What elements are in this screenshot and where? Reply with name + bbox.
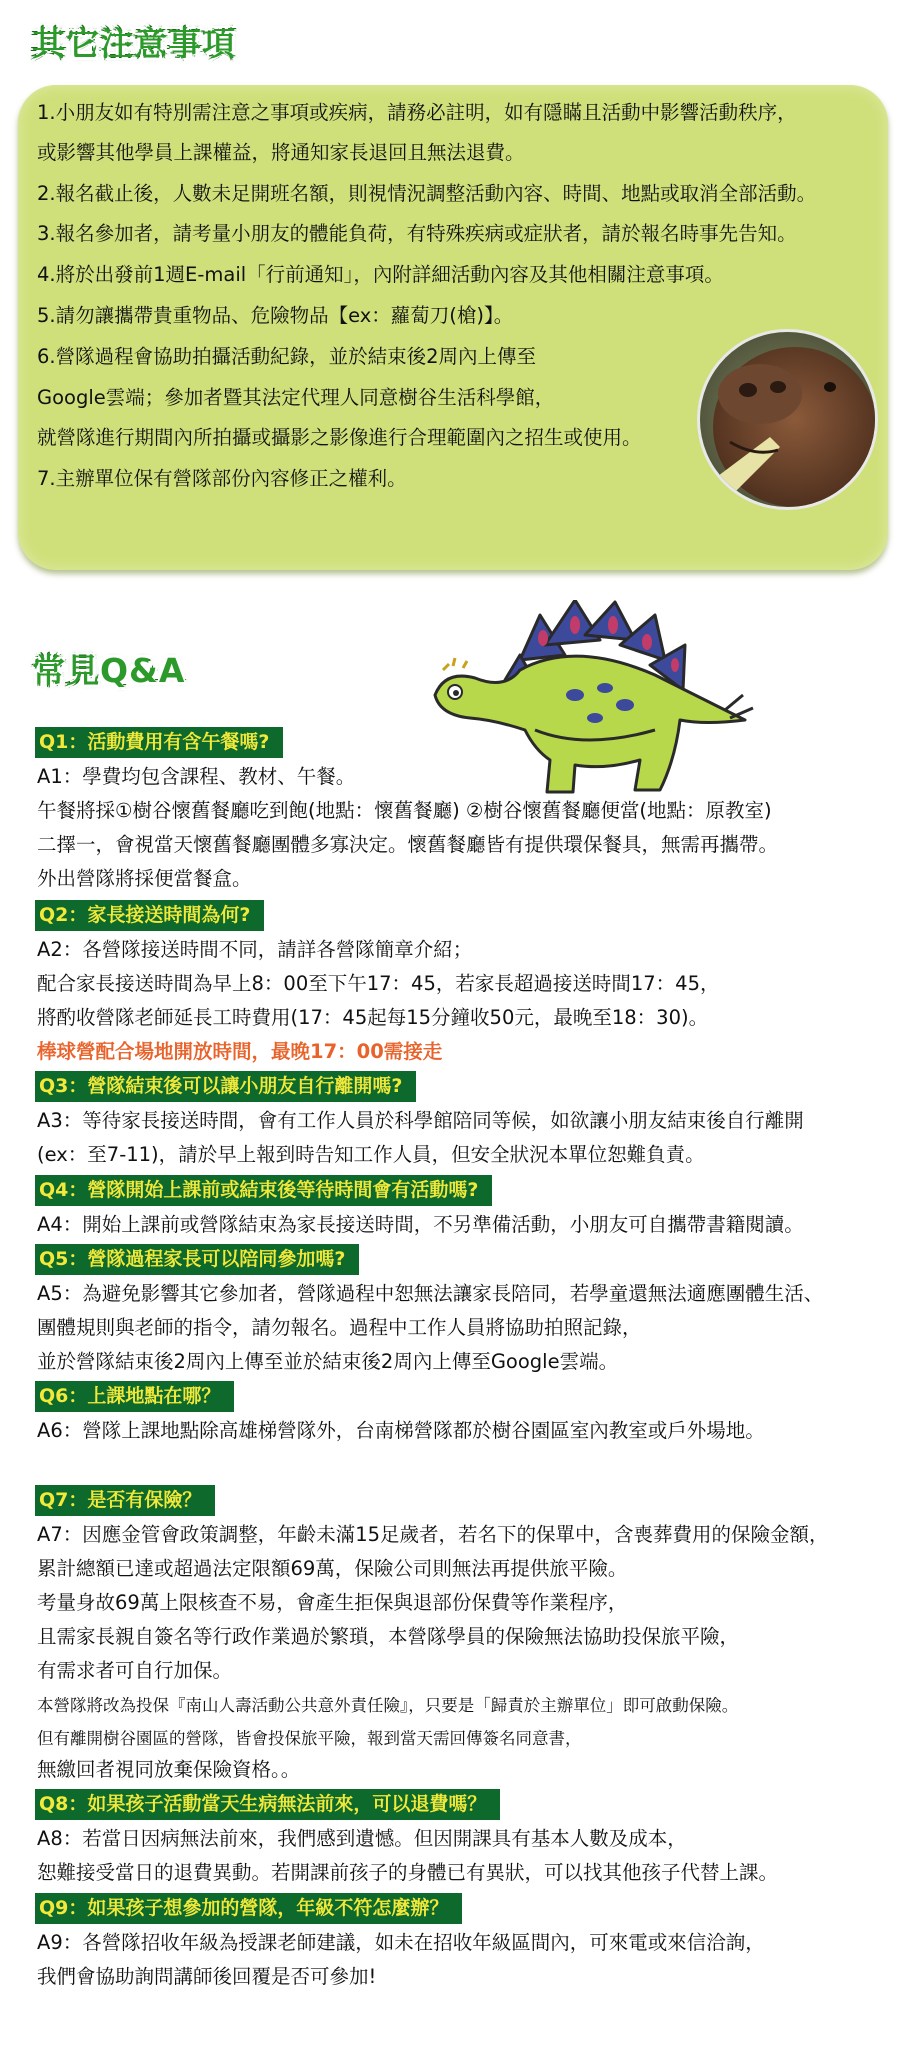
answer-7-small-1: 本營隊將改為投保『南山人壽活動公共意外責任險』，只要是「歸責於主辦單位」即可啟動保險。 bbox=[37, 1696, 739, 1715]
answer-4-line-1: A4：開始上課前或營隊結束為家長接送時間，不另準備活動，小朋友可自攜帶書籍閱讀。 bbox=[37, 1213, 804, 1236]
answer-5-line-1: A5：為避免影響其它參加者，營隊過程中恕無法讓家長陪同，若學童還無法適應團體生活、 bbox=[37, 1282, 824, 1305]
question-7: Q7：是否有保險？ bbox=[35, 1485, 215, 1516]
question-4: Q4：營隊開始上課前或結束後等待時間會有活動嗎? bbox=[35, 1175, 492, 1206]
note-line-6b: Google雲端；參加者暨其法定代理人同意樹谷生活科學館， bbox=[37, 386, 555, 409]
answer-1-line-2: 午餐將採①樹谷懷舊餐廳吃到飽(地點：懷舊餐廳) ②樹谷懷舊餐廳便當(地點：原教室) bbox=[37, 799, 772, 822]
answer-3-line-2: (ex：至7-11)，請於早上報到時告知工作人員，但安全狀況本單位恕難負責。 bbox=[37, 1143, 705, 1166]
question-9: Q9：如果孩子想參加的營隊，年級不符怎麼辦？ bbox=[35, 1893, 462, 1924]
question-3: Q3：營隊結束後可以讓小朋友自行離開嗎? bbox=[35, 1071, 416, 1102]
note-line-6: 6.營隊過程會協助拍攝活動紀錄，並於結束後2周內上傳至 bbox=[37, 345, 537, 368]
note-line-4: 4.將於出發前1週E-mail「行前通知」，內附詳細活動內容及其他相關注意事項。 bbox=[37, 263, 724, 286]
note-line-6c: 就營隊進行期間內所拍攝或攝影之影像進行合理範圍內之招生或使用。 bbox=[37, 426, 642, 449]
answer-7-line-1: A7：因應金管會政策調整，年齡未滿15足歲者，若名下的保單中，含喪葬費用的保險金額， bbox=[37, 1523, 829, 1546]
answer-5-line-2: 團體規則與老師的指令，請勿報名。過程中工作人員將協助拍照記錄， bbox=[37, 1316, 642, 1339]
answer-8-line-2: 恕難接受當日的退費異動。若開課前孩子的身體已有異狀，可以找其他孩子代替上課。 bbox=[37, 1861, 779, 1884]
answer-2-line-2: 配合家長接送時間為早上8：00至下午17：45，若家長超過接送時間17：45， bbox=[37, 972, 720, 995]
answer-1-line-1: A1：學費均包含課程、教材、午餐。 bbox=[37, 765, 356, 788]
note-line-1: 1.小朋友如有特別需注意之事項或疾病，請務必註明，如有隱瞞且活動中影響活動秩序， bbox=[37, 101, 797, 124]
note-line-7: 7.主辦單位保有營隊部份內容修正之權利。 bbox=[37, 467, 407, 490]
answer-5-line-3: 並於營隊結束後2周內上傳至並於結束後2周內上傳至Google雲端。 bbox=[37, 1350, 619, 1373]
answer-7-small-2: 但有離開樹谷園區的營隊，皆會投保旅平險，報到當天需回傳簽名同意書， bbox=[37, 1729, 582, 1748]
answer-9-line-1: A9：各營隊招收年級為授課老師建議，如未在招收年級區間內，可來電或來信洽詢， bbox=[37, 1931, 765, 1954]
answer-8-line-1: A8：若當日因病無法前來，我們感到遺憾。但因開課具有基本人數及成本， bbox=[37, 1827, 687, 1850]
answer-7-line-3: 考量身故69萬上限核查不易，會產生拒保與退部份保費等作業程序， bbox=[37, 1591, 628, 1614]
answer-9-line-2: 我們會協助詢問講師後回覆是否可參加! bbox=[37, 1965, 377, 1988]
answer-1-line-4: 外出營隊將採便當餐盒。 bbox=[37, 867, 252, 890]
answer-7-line-4: 且需家長親自簽名等行政作業過於繁瑣，本營隊學員的保險無法協助投保旅平險， bbox=[37, 1625, 740, 1648]
notes-heading: 其它注意事項 bbox=[32, 24, 236, 63]
question-6: Q6：上課地點在哪？ bbox=[35, 1381, 234, 1412]
answer-6-line-1: A6：營隊上課地點除高雄梯營隊外，台南梯營隊都於樹谷園區室內教室或戶外場地。 bbox=[37, 1419, 765, 1442]
qa-heading: 常見Q&A bbox=[32, 651, 186, 690]
answer-1-line-3: 二擇一，會視當天懷舊餐廳團體多寡決定。懷舊餐廳皆有提供環保餐具，無需再攜帶。 bbox=[37, 833, 779, 856]
question-1: Q1：活動費用有含午餐嗎? bbox=[35, 727, 283, 758]
answer-3-line-1: A3：等待家長接送時間，會有工作人員於科學館陪同等候，如欲讓小朋友結束後自行離開 bbox=[37, 1109, 804, 1132]
note-line-2: 2.報名截止後，人數未足開班名額，則視情況調整活動內容、時間、地點或取消全部活動。 bbox=[37, 182, 817, 205]
answer-2-line-3: 將酌收營隊老師延長工時費用(17：45起每15分鐘收50元，最晚至18：30)。 bbox=[37, 1006, 709, 1029]
question-8: Q8：如果孩子活動當天生病無法前來，可以退費嗎？ bbox=[35, 1789, 500, 1820]
answer-7-line-6: 無繳回者視同放棄保險資格。。 bbox=[37, 1758, 301, 1781]
capybara-photo bbox=[700, 332, 875, 507]
answer-7-line-2: 累計總額已達或超過法定限額69萬，保險公司則無法再提供旅平險。 bbox=[37, 1557, 628, 1580]
note-line-3: 3.報名參加者，請考量小朋友的體能負荷，有特殊疾病或症狀者，請於報名時事先告知。 bbox=[37, 222, 797, 245]
note-line-1b: 或影響其他學員上課權益，將通知家長退回且無法退費。 bbox=[37, 141, 525, 164]
question-2: Q2：家長接送時間為何? bbox=[35, 900, 264, 931]
note-line-5: 5.請勿讓攜帶貴重物品、危險物品【ex：蘿蔔刀(槍)】。 bbox=[37, 304, 514, 327]
answer-2-note: 棒球營配合場地開放時間，最晚17：00需接走 bbox=[37, 1040, 443, 1063]
question-5: Q5：營隊過程家長可以陪同參加嗎? bbox=[35, 1244, 359, 1275]
answer-7-line-5: 有需求者可自行加保。 bbox=[37, 1659, 233, 1682]
answer-2-line-1: A2：各營隊接送時間不同，請詳各營隊簡章介紹； bbox=[37, 938, 473, 961]
stegosaurus-illustration bbox=[425, 600, 760, 805]
